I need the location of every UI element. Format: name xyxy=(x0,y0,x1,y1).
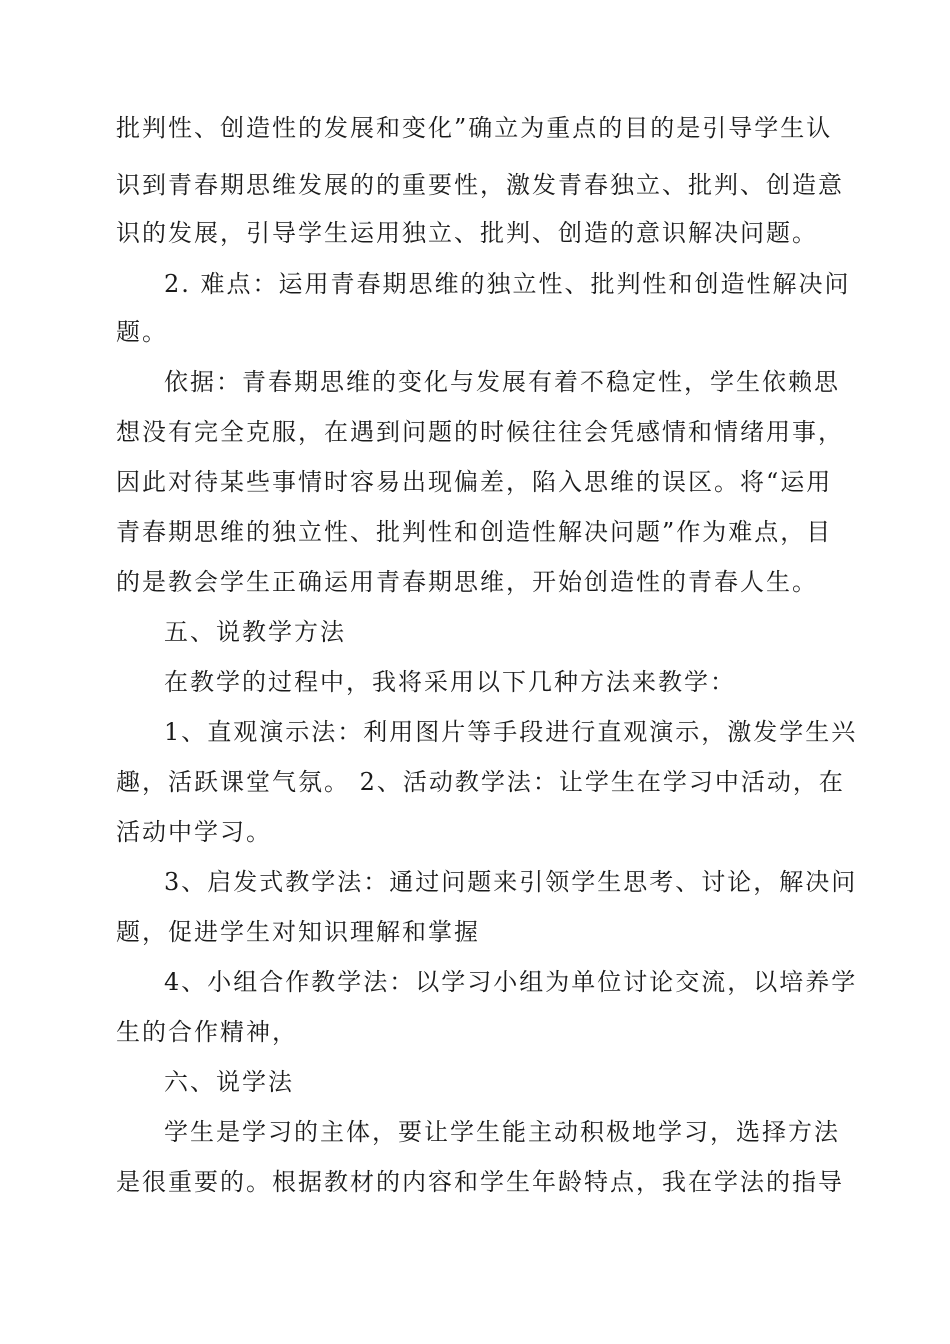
text-line: 依据：青春期思维的变化与发展有着不稳定性，学生依赖思 xyxy=(164,368,840,396)
text-line: 题。 xyxy=(116,318,168,346)
text-line: 3、启发式教学法：通过问题来引领学生思考、讨论，解决问 xyxy=(164,868,858,896)
text-line: 批判性、创造性的发展和变化”确立为重点的目的是引导学生认 xyxy=(116,114,833,142)
text-line: 4、小组合作教学法：以学习小组为单位讨论交流，以培养学 xyxy=(164,968,858,996)
section-heading: 五、说教学方法 xyxy=(164,618,346,646)
text-line: 的是教会学生正确运用青春期思维，开始创造性的青春人生。 xyxy=(116,568,818,596)
text-line: 生的合作精神， xyxy=(116,1018,298,1046)
text-line: 想没有完全克服，在遇到问题的时候往往会凭感情和情绪用事， xyxy=(116,418,844,446)
text-line: 趣，活跃课堂气氛。 2、活动教学法：让学生在学习中活动，在 xyxy=(116,768,845,796)
text-line: 识的发展，引导学生运用独立、批判、创造的意识解决问题。 xyxy=(116,219,818,247)
text-line: 题，促进学生对知识理解和掌握 xyxy=(116,918,480,946)
section-heading: 六、说学法 xyxy=(164,1068,294,1096)
text-line: 活动中学习。 xyxy=(116,818,272,846)
text-line: 学生是学习的主体，要让学生能主动积极地学习，选择方法 xyxy=(164,1118,840,1146)
text-line: 2. 难点：运用青春期思维的独立性、批判性和创造性解决问 xyxy=(164,270,851,298)
text-line: 是很重要的。根据教材的内容和学生年龄特点，我在学法的指导 xyxy=(116,1168,844,1196)
text-line: 1、直观演示法：利用图片等手段进行直观演示，激发学生兴 xyxy=(164,718,858,746)
text-line: 青春期思维的独立性、批判性和创造性解决问题”作为难点，目 xyxy=(116,518,833,546)
text-line: 因此对待某些事情时容易出现偏差，陷入思维的误区。将“运用 xyxy=(116,468,833,496)
text-line: 识到青春期思维发展的的重要性，激发青春独立、批判、创造意 xyxy=(116,171,844,199)
text-line: 在教学的过程中，我将采用以下几种方法来教学： xyxy=(164,668,736,696)
